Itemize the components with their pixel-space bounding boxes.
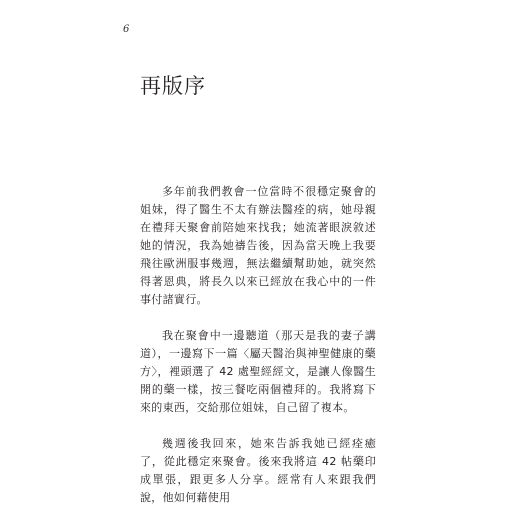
paragraph-2: 我在聚會中一邊聽道（那天是我的妻子講道），一邊寫下一篇〈屬天醫治與神聖健康的藥方〉，裡頭選了 42 處聖經經文，是讓人像醫生開的藥一樣，按三餐吃兩個禮拜的。我將寫下來的東西，交給那位姐妹，自己留了複本。	[140, 329, 376, 414]
body-text	[140, 183, 376, 525]
paragraph-3: 幾週後我回來，她來告訴我她已經痊癒了，從此穩定來聚會。後來我將這 42 帖藥印成單張，跟更多人分享。經常有人來跟我們說，他如何藉使用	[140, 437, 376, 504]
paragraph-1: 多年前我們教會一位當時不很穩定聚會的姐妹，得了醫生不太有辦法醫痊的病，她母親在禮拜天聚會前陪她來找我；她流著眼淚敘述她的情況，我為她禱告後，因為當天晚上我要飛往歐洲服事幾週，無法繼續幫助她，就突然得著恩典，將長久以來已經放在我心中的一件事付諸實行。	[140, 185, 376, 306]
chapter-title: 再版序	[140, 74, 206, 98]
page-number: 6	[123, 24, 130, 35]
